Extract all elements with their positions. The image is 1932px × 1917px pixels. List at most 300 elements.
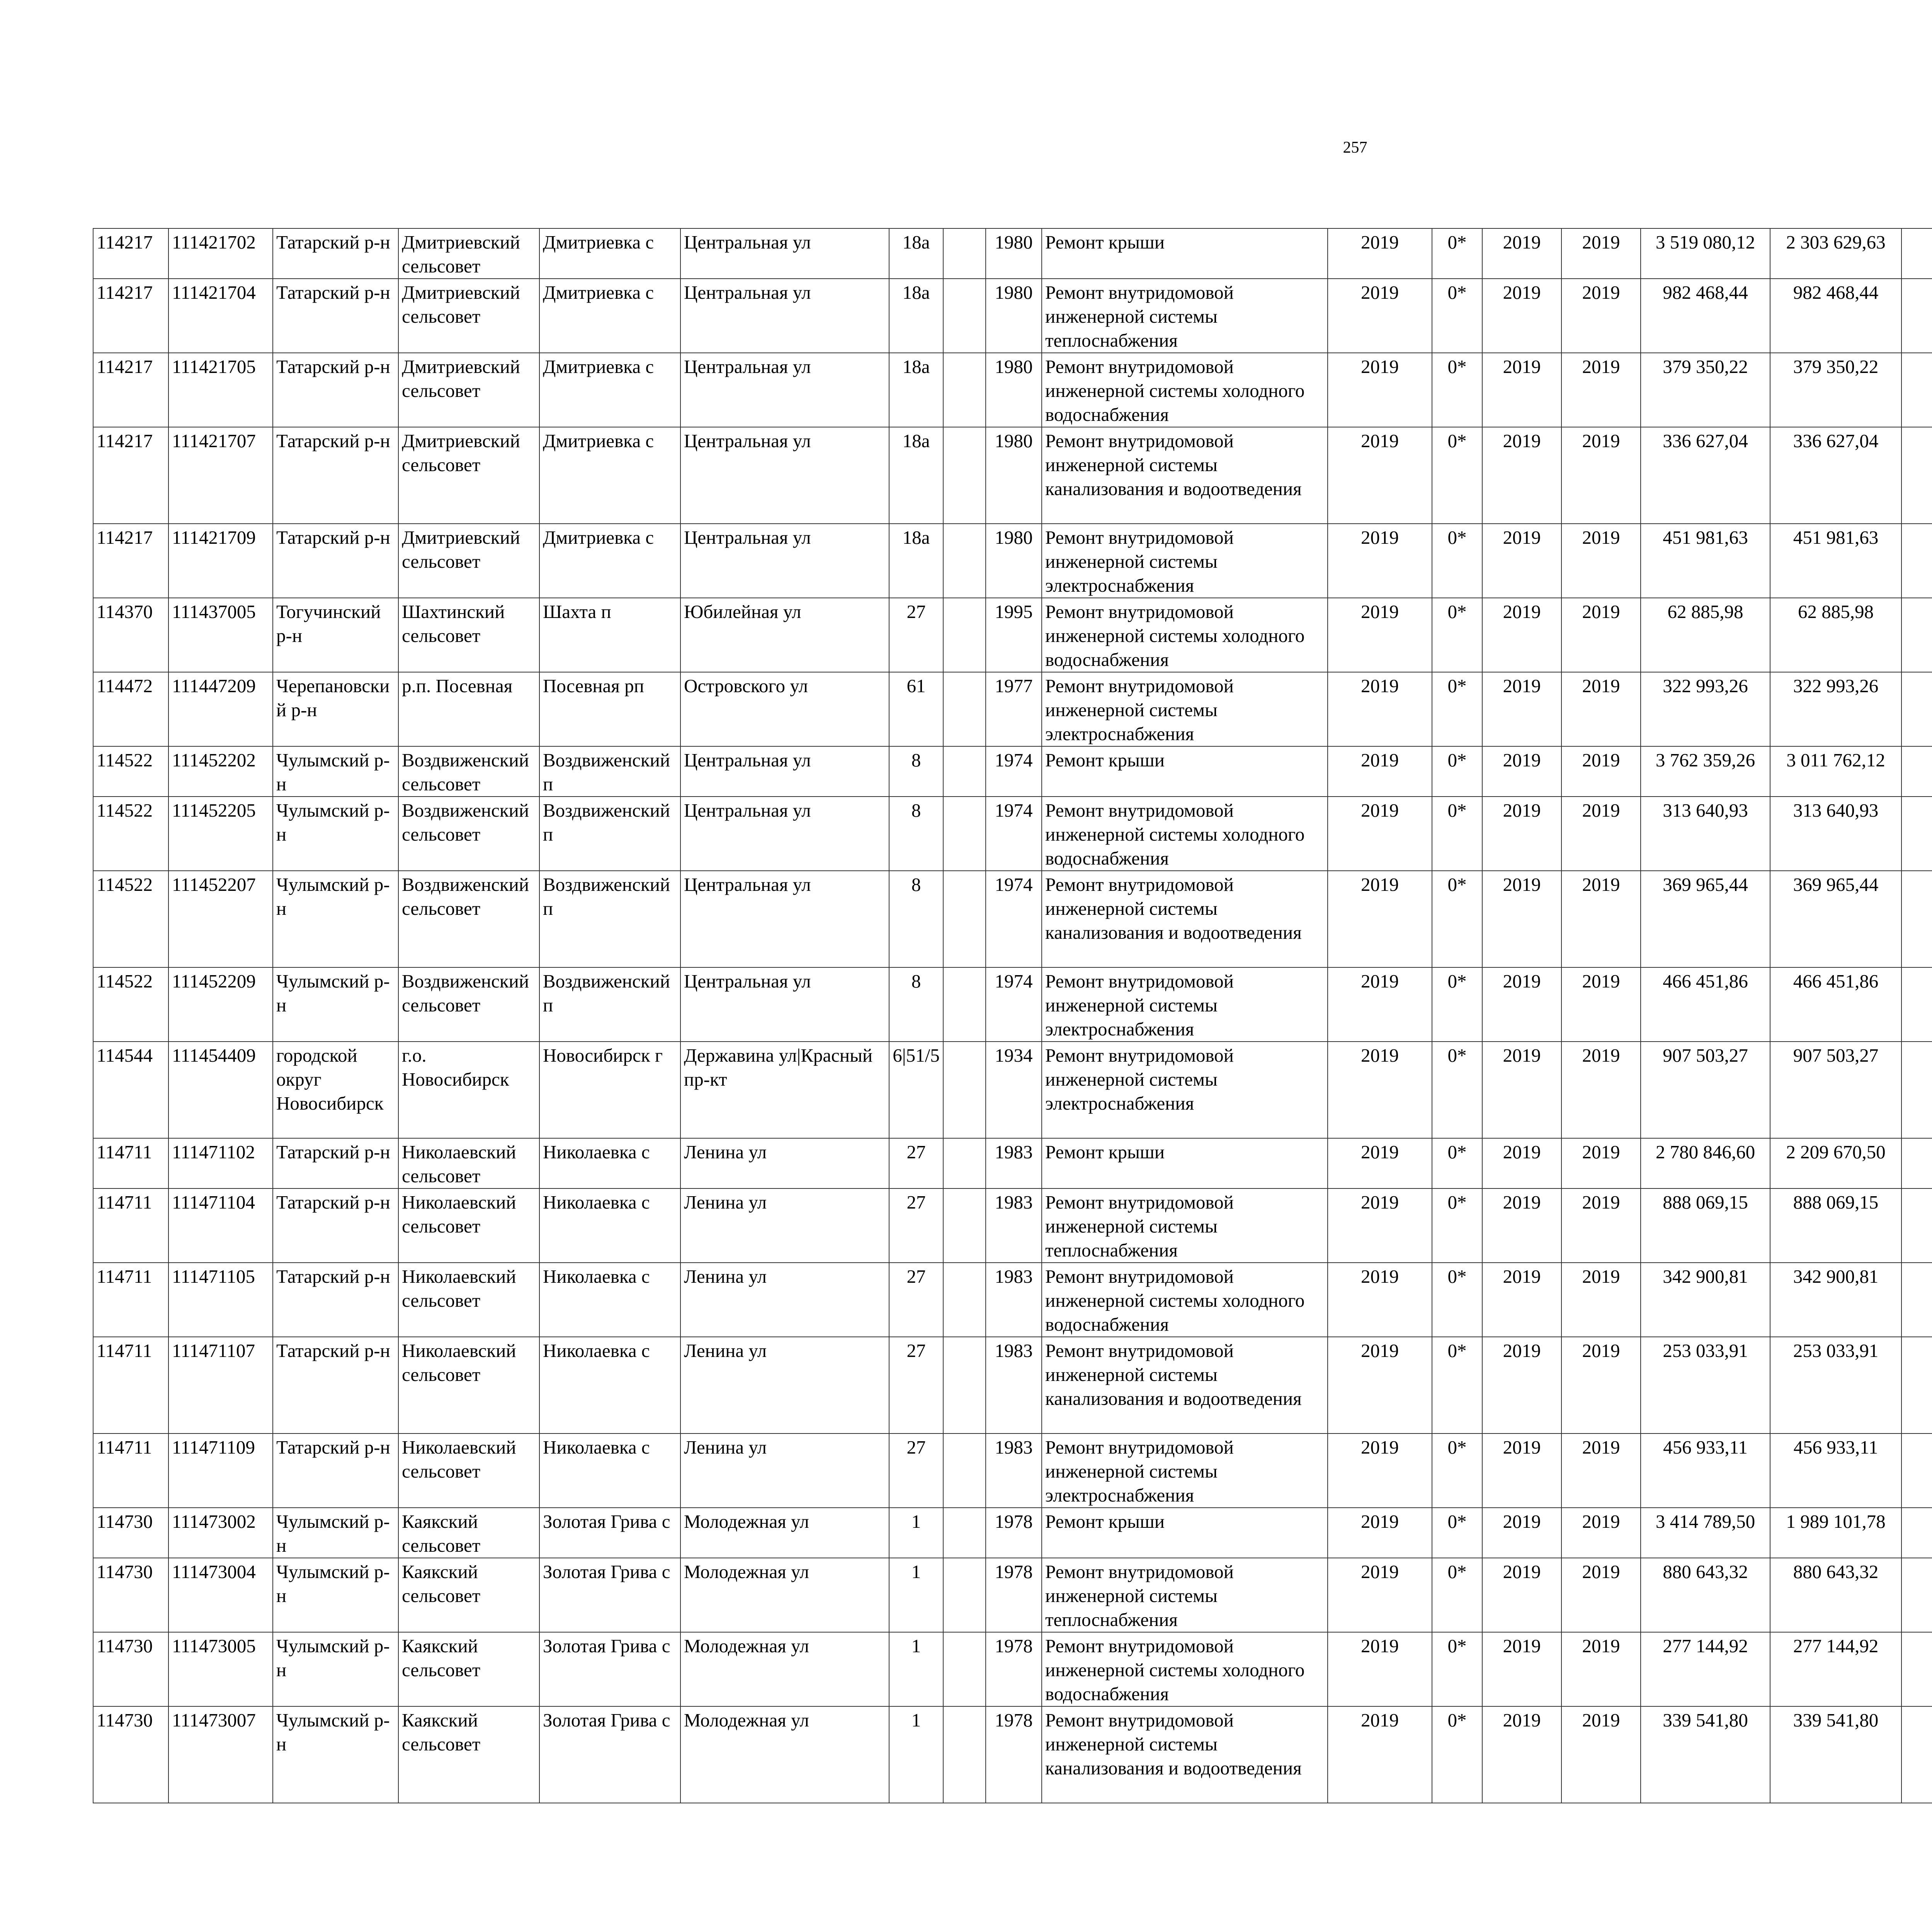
cell-build-year: 1980 bbox=[986, 524, 1042, 598]
cell-settlement: Дмитриевка с bbox=[539, 228, 680, 279]
cell-end-year: 2019 bbox=[1561, 427, 1641, 524]
cell-municipality: Николаевский сельсовет bbox=[398, 1138, 539, 1188]
cell-build-year: 1978 bbox=[986, 1632, 1042, 1706]
cell-fund-cost: 62 885,98 bbox=[1770, 598, 1901, 672]
cell-total-cost: 3 519 080,12 bbox=[1641, 228, 1770, 279]
cell-house-code: 114730 bbox=[93, 1558, 168, 1632]
cell-total-cost: 456 933,11 bbox=[1641, 1433, 1770, 1508]
capital-repair-table bbox=[93, 228, 1932, 1803]
cell-cost-col-17 bbox=[1901, 672, 1932, 746]
cell-settlement: Золотая Грива с bbox=[539, 1632, 680, 1706]
cell-build-year: 1974 bbox=[986, 871, 1042, 967]
cell-start-year: 2019 bbox=[1482, 1042, 1561, 1138]
cell-status-flag: 0* bbox=[1432, 427, 1482, 524]
cell-work-code: 111471104 bbox=[168, 1188, 273, 1263]
cell-build-year: 1978 bbox=[986, 1508, 1042, 1558]
cell-end-year: 2019 bbox=[1561, 967, 1641, 1042]
cell-district: Татарский р-н bbox=[273, 1138, 398, 1188]
cell-municipality: Воздвиженский сельсовет bbox=[398, 967, 539, 1042]
cell-work-type: Ремонт внутридомовой инженерной системы электроснабжения bbox=[1042, 672, 1328, 746]
cell-house-letter bbox=[943, 797, 986, 871]
cell-build-year: 1974 bbox=[986, 746, 1042, 797]
cell-status-flag: 0* bbox=[1432, 871, 1482, 967]
cell-house-letter bbox=[943, 1138, 986, 1188]
cell-settlement: Дмитриевка с bbox=[539, 524, 680, 598]
cell-end-year: 2019 bbox=[1561, 1433, 1641, 1508]
cell-district: Татарский р-н bbox=[273, 353, 398, 427]
cell-house-letter bbox=[943, 1337, 986, 1433]
cell-status-flag: 0* bbox=[1432, 1706, 1482, 1803]
cell-house-letter bbox=[943, 524, 986, 598]
cell-total-cost: 466 451,86 bbox=[1641, 967, 1770, 1042]
cell-settlement: Дмитриевка с bbox=[539, 353, 680, 427]
cell-status-flag: 0* bbox=[1432, 1433, 1482, 1508]
cell-work-code: 111421704 bbox=[168, 279, 273, 353]
cell-municipality: Николаевский сельсовет bbox=[398, 1337, 539, 1433]
cell-work-code: 111473004 bbox=[168, 1558, 273, 1632]
cell-settlement: Воздвиженский п bbox=[539, 871, 680, 967]
cell-house-number: 61 bbox=[889, 672, 943, 746]
cell-street: Центральная ул bbox=[680, 967, 889, 1042]
cell-plan-year: 2019 bbox=[1328, 1558, 1432, 1632]
cell-work-type: Ремонт внутридомовой инженерной системы канализования и водоотведения bbox=[1042, 427, 1328, 524]
table-body bbox=[93, 228, 1932, 1803]
cell-status-flag: 0* bbox=[1432, 1558, 1482, 1632]
cell-street: Центральная ул bbox=[680, 228, 889, 279]
cell-plan-year: 2019 bbox=[1328, 967, 1432, 1042]
cell-street: Центральная ул bbox=[680, 427, 889, 524]
cell-street: Центральная ул bbox=[680, 279, 889, 353]
cell-start-year: 2019 bbox=[1482, 353, 1561, 427]
cell-street: Центральная ул bbox=[680, 353, 889, 427]
cell-work-type: Ремонт внутридомовой инженерной системы теплоснабжения bbox=[1042, 279, 1328, 353]
cell-street: Ленина ул bbox=[680, 1337, 889, 1433]
cell-build-year: 1983 bbox=[986, 1337, 1042, 1433]
cell-house-letter bbox=[943, 1042, 986, 1138]
cell-plan-year: 2019 bbox=[1328, 797, 1432, 871]
cell-settlement: Дмитриевка с bbox=[539, 427, 680, 524]
cell-start-year: 2019 bbox=[1482, 228, 1561, 279]
cell-house-code: 114711 bbox=[93, 1188, 168, 1263]
cell-house-number: 1 bbox=[889, 1706, 943, 1803]
cell-house-letter bbox=[943, 353, 986, 427]
cell-plan-year: 2019 bbox=[1328, 1508, 1432, 1558]
cell-cost-col-17 bbox=[1901, 1706, 1932, 1803]
cell-end-year: 2019 bbox=[1561, 1558, 1641, 1632]
cell-status-flag: 0* bbox=[1432, 967, 1482, 1042]
cell-build-year: 1974 bbox=[986, 967, 1042, 1042]
cell-build-year: 1977 bbox=[986, 672, 1042, 746]
cell-start-year: 2019 bbox=[1482, 1558, 1561, 1632]
cell-municipality: Дмитриевский сельсовет bbox=[398, 353, 539, 427]
cell-work-type: Ремонт внутридомовой инженерной системы канализования и водоотведения bbox=[1042, 871, 1328, 967]
cell-municipality: Дмитриевский сельсовет bbox=[398, 228, 539, 279]
cell-settlement: Николаевка с bbox=[539, 1138, 680, 1188]
cell-house-letter bbox=[943, 1263, 986, 1337]
cell-end-year: 2019 bbox=[1561, 797, 1641, 871]
cell-work-type: Ремонт крыши bbox=[1042, 746, 1328, 797]
cell-plan-year: 2019 bbox=[1328, 1138, 1432, 1188]
cell-end-year: 2019 bbox=[1561, 746, 1641, 797]
cell-build-year: 1974 bbox=[986, 797, 1042, 871]
cell-cost-col-17 bbox=[1901, 279, 1932, 353]
table-row bbox=[93, 1337, 1932, 1433]
table-row bbox=[93, 967, 1932, 1042]
cell-status-flag: 0* bbox=[1432, 1508, 1482, 1558]
cell-house-code: 114711 bbox=[93, 1433, 168, 1508]
cell-house-number: 27 bbox=[889, 1337, 943, 1433]
cell-status-flag: 0* bbox=[1432, 279, 1482, 353]
cell-house-code: 114217 bbox=[93, 524, 168, 598]
cell-work-type: Ремонт крыши bbox=[1042, 228, 1328, 279]
cell-cost-col-17 bbox=[1901, 1188, 1932, 1263]
cell-build-year: 1978 bbox=[986, 1558, 1042, 1632]
cell-status-flag: 0* bbox=[1432, 1042, 1482, 1138]
cell-end-year: 2019 bbox=[1561, 672, 1641, 746]
cell-settlement: Николаевка с bbox=[539, 1337, 680, 1433]
table-row bbox=[93, 746, 1932, 797]
cell-settlement: Воздвиженский п bbox=[539, 967, 680, 1042]
cell-work-type: Ремонт внутридомовой инженерной системы электроснабжения bbox=[1042, 524, 1328, 598]
cell-municipality: Каякский сельсовет bbox=[398, 1632, 539, 1706]
cell-plan-year: 2019 bbox=[1328, 353, 1432, 427]
cell-start-year: 2019 bbox=[1482, 1188, 1561, 1263]
cell-start-year: 2019 bbox=[1482, 1337, 1561, 1433]
cell-work-type: Ремонт внутридомовой инженерной системы холодного водоснабжения bbox=[1042, 1632, 1328, 1706]
cell-fund-cost: 253 033,91 bbox=[1770, 1337, 1901, 1433]
cell-house-number: 18а bbox=[889, 228, 943, 279]
cell-cost-col-17 bbox=[1901, 1042, 1932, 1138]
cell-street: Молодежная ул bbox=[680, 1508, 889, 1558]
table-row bbox=[93, 1706, 1932, 1803]
cell-house-code: 114730 bbox=[93, 1632, 168, 1706]
cell-municipality: р.п. Посевная bbox=[398, 672, 539, 746]
table-row bbox=[93, 871, 1932, 967]
cell-fund-cost: 982 468,44 bbox=[1770, 279, 1901, 353]
cell-end-year: 2019 bbox=[1561, 1632, 1641, 1706]
cell-build-year: 1983 bbox=[986, 1263, 1042, 1337]
cell-house-number: 8 bbox=[889, 746, 943, 797]
cell-house-code: 114711 bbox=[93, 1263, 168, 1337]
cell-municipality: Каякский сельсовет bbox=[398, 1508, 539, 1558]
cell-start-year: 2019 bbox=[1482, 1508, 1561, 1558]
cell-cost-col-17 bbox=[1901, 797, 1932, 871]
table-row bbox=[93, 797, 1932, 871]
cell-cost-col-17 bbox=[1901, 1508, 1932, 1558]
cell-work-code: 111452205 bbox=[168, 797, 273, 871]
cell-district: Татарский р-н bbox=[273, 427, 398, 524]
cell-work-type: Ремонт крыши bbox=[1042, 1508, 1328, 1558]
cell-status-flag: 0* bbox=[1432, 1138, 1482, 1188]
cell-work-type: Ремонт внутридомовой инженерной системы электроснабжения bbox=[1042, 1433, 1328, 1508]
cell-total-cost: 62 885,98 bbox=[1641, 598, 1770, 672]
cell-fund-cost: 456 933,11 bbox=[1770, 1433, 1901, 1508]
cell-settlement: Воздвиженский п bbox=[539, 746, 680, 797]
cell-end-year: 2019 bbox=[1561, 1337, 1641, 1433]
cell-street: Островского ул bbox=[680, 672, 889, 746]
cell-build-year: 1980 bbox=[986, 279, 1042, 353]
cell-cost-col-17 bbox=[1901, 1138, 1932, 1188]
cell-start-year: 2019 bbox=[1482, 672, 1561, 746]
cell-municipality: Дмитриевский сельсовет bbox=[398, 279, 539, 353]
cell-work-type: Ремонт внутридомовой инженерной системы холодного водоснабжения bbox=[1042, 797, 1328, 871]
cell-house-number: 27 bbox=[889, 1263, 943, 1337]
cell-house-number: 6|51/5 bbox=[889, 1042, 943, 1138]
cell-settlement: Николаевка с bbox=[539, 1188, 680, 1263]
cell-total-cost: 880 643,32 bbox=[1641, 1558, 1770, 1632]
cell-house-code: 114522 bbox=[93, 871, 168, 967]
cell-municipality: Николаевский сельсовет bbox=[398, 1433, 539, 1508]
cell-status-flag: 0* bbox=[1432, 1337, 1482, 1433]
table-row bbox=[93, 1263, 1932, 1337]
cell-work-type: Ремонт внутридомовой инженерной системы электроснабжения bbox=[1042, 967, 1328, 1042]
cell-street: Ленина ул bbox=[680, 1433, 889, 1508]
cell-cost-col-17 bbox=[1901, 427, 1932, 524]
cell-plan-year: 2019 bbox=[1328, 1337, 1432, 1433]
cell-total-cost: 982 468,44 bbox=[1641, 279, 1770, 353]
cell-end-year: 2019 bbox=[1561, 871, 1641, 967]
cell-plan-year: 2019 bbox=[1328, 598, 1432, 672]
cell-status-flag: 0* bbox=[1432, 797, 1482, 871]
cell-house-code: 114217 bbox=[93, 228, 168, 279]
cell-municipality: Шахтинский сельсовет bbox=[398, 598, 539, 672]
cell-end-year: 2019 bbox=[1561, 1706, 1641, 1803]
cell-house-number: 27 bbox=[889, 1138, 943, 1188]
table-row bbox=[93, 1632, 1932, 1706]
cell-street: Молодежная ул bbox=[680, 1632, 889, 1706]
cell-house-number: 27 bbox=[889, 1188, 943, 1263]
cell-work-code: 111454409 bbox=[168, 1042, 273, 1138]
cell-end-year: 2019 bbox=[1561, 279, 1641, 353]
cell-start-year: 2019 bbox=[1482, 871, 1561, 967]
cell-street: Юбилейная ул bbox=[680, 598, 889, 672]
cell-plan-year: 2019 bbox=[1328, 1263, 1432, 1337]
cell-work-code: 111421707 bbox=[168, 427, 273, 524]
cell-end-year: 2019 bbox=[1561, 228, 1641, 279]
cell-settlement: Николаевка с bbox=[539, 1433, 680, 1508]
cell-cost-col-17 bbox=[1901, 1632, 1932, 1706]
cell-work-code: 111473005 bbox=[168, 1632, 273, 1706]
table-row bbox=[93, 1042, 1932, 1138]
cell-work-code: 111473002 bbox=[168, 1508, 273, 1558]
cell-settlement: Воздвиженский п bbox=[539, 797, 680, 871]
cell-start-year: 2019 bbox=[1482, 1706, 1561, 1803]
cell-plan-year: 2019 bbox=[1328, 279, 1432, 353]
page-number: 257 bbox=[1343, 139, 1367, 157]
cell-plan-year: 2019 bbox=[1328, 746, 1432, 797]
cell-plan-year: 2019 bbox=[1328, 1433, 1432, 1508]
cell-district: Татарский р-н bbox=[273, 279, 398, 353]
cell-total-cost: 313 640,93 bbox=[1641, 797, 1770, 871]
cell-start-year: 2019 bbox=[1482, 1138, 1561, 1188]
cell-work-type: Ремонт внутридомовой инженерной системы теплоснабжения bbox=[1042, 1558, 1328, 1632]
cell-house-number: 18а bbox=[889, 427, 943, 524]
cell-district: Татарский р-н bbox=[273, 524, 398, 598]
cell-status-flag: 0* bbox=[1432, 746, 1482, 797]
cell-cost-col-17 bbox=[1901, 871, 1932, 967]
cell-house-letter bbox=[943, 1188, 986, 1263]
cell-work-code: 111452209 bbox=[168, 967, 273, 1042]
cell-cost-col-17 bbox=[1901, 1263, 1932, 1337]
cell-street: Центральная ул bbox=[680, 871, 889, 967]
cell-district: Чулымский р-н bbox=[273, 1558, 398, 1632]
cell-house-code: 114711 bbox=[93, 1138, 168, 1188]
cell-house-letter bbox=[943, 1706, 986, 1803]
cell-house-code: 114370 bbox=[93, 598, 168, 672]
table-row bbox=[93, 672, 1932, 746]
cell-district: Чулымский р-н bbox=[273, 1632, 398, 1706]
cell-cost-col-17 bbox=[1901, 1337, 1932, 1433]
cell-cost-col-17 bbox=[1901, 967, 1932, 1042]
cell-street: Державина ул|Красный пр-кт bbox=[680, 1042, 889, 1138]
cell-house-letter bbox=[943, 228, 986, 279]
cell-settlement: Золотая Грива с bbox=[539, 1558, 680, 1632]
table-row bbox=[93, 1188, 1932, 1263]
cell-end-year: 2019 bbox=[1561, 1508, 1641, 1558]
cell-work-code: 111471107 bbox=[168, 1337, 273, 1433]
table-row bbox=[93, 1138, 1932, 1188]
cell-house-code: 114217 bbox=[93, 427, 168, 524]
cell-fund-cost: 277 144,92 bbox=[1770, 1632, 1901, 1706]
cell-cost-col-17 bbox=[1901, 353, 1932, 427]
cell-house-letter bbox=[943, 967, 986, 1042]
cell-end-year: 2019 bbox=[1561, 1263, 1641, 1337]
cell-house-code: 114711 bbox=[93, 1337, 168, 1433]
cell-total-cost: 342 900,81 bbox=[1641, 1263, 1770, 1337]
cell-plan-year: 2019 bbox=[1328, 1706, 1432, 1803]
cell-district: Чулымский р-н bbox=[273, 871, 398, 967]
cell-end-year: 2019 bbox=[1561, 598, 1641, 672]
cell-plan-year: 2019 bbox=[1328, 228, 1432, 279]
cell-build-year: 1983 bbox=[986, 1188, 1042, 1263]
cell-fund-cost: 880 643,32 bbox=[1770, 1558, 1901, 1632]
cell-district: Татарский р-н bbox=[273, 1263, 398, 1337]
cell-work-type: Ремонт внутридомовой инженерной системы канализования и водоотведения bbox=[1042, 1706, 1328, 1803]
cell-municipality: г.о. Новосибирск bbox=[398, 1042, 539, 1138]
cell-municipality: Дмитриевский сельсовет bbox=[398, 524, 539, 598]
cell-work-code: 111421702 bbox=[168, 228, 273, 279]
cell-district: Татарский р-н bbox=[273, 1337, 398, 1433]
cell-municipality: Воздвиженский сельсовет bbox=[398, 746, 539, 797]
cell-start-year: 2019 bbox=[1482, 1632, 1561, 1706]
cell-start-year: 2019 bbox=[1482, 279, 1561, 353]
cell-total-cost: 369 965,44 bbox=[1641, 871, 1770, 967]
cell-end-year: 2019 bbox=[1561, 353, 1641, 427]
cell-status-flag: 0* bbox=[1432, 1632, 1482, 1706]
cell-house-number: 1 bbox=[889, 1558, 943, 1632]
cell-work-code: 111473007 bbox=[168, 1706, 273, 1803]
table-row bbox=[93, 353, 1932, 427]
table-row bbox=[93, 1558, 1932, 1632]
cell-total-cost: 253 033,91 bbox=[1641, 1337, 1770, 1433]
cell-fund-cost: 888 069,15 bbox=[1770, 1188, 1901, 1263]
cell-house-letter bbox=[943, 1632, 986, 1706]
cell-end-year: 2019 bbox=[1561, 524, 1641, 598]
table-row bbox=[93, 228, 1932, 279]
cell-settlement: Золотая Грива с bbox=[539, 1508, 680, 1558]
cell-plan-year: 2019 bbox=[1328, 524, 1432, 598]
cell-municipality: Воздвиженский сельсовет bbox=[398, 797, 539, 871]
cell-settlement: Новосибирск г bbox=[539, 1042, 680, 1138]
cell-house-letter bbox=[943, 279, 986, 353]
cell-fund-cost: 1 989 101,78 bbox=[1770, 1508, 1901, 1558]
cell-build-year: 1983 bbox=[986, 1138, 1042, 1188]
cell-total-cost: 277 144,92 bbox=[1641, 1632, 1770, 1706]
cell-district: Тогучинский р-н bbox=[273, 598, 398, 672]
cell-plan-year: 2019 bbox=[1328, 1632, 1432, 1706]
cell-district: Чулымский р-н bbox=[273, 967, 398, 1042]
cell-end-year: 2019 bbox=[1561, 1188, 1641, 1263]
cell-total-cost: 3 414 789,50 bbox=[1641, 1508, 1770, 1558]
cell-cost-col-17 bbox=[1901, 1558, 1932, 1632]
cell-settlement: Николаевка с bbox=[539, 1263, 680, 1337]
cell-start-year: 2019 bbox=[1482, 1263, 1561, 1337]
cell-plan-year: 2019 bbox=[1328, 1188, 1432, 1263]
cell-status-flag: 0* bbox=[1432, 1263, 1482, 1337]
cell-street: Ленина ул bbox=[680, 1263, 889, 1337]
cell-fund-cost: 3 011 762,12 bbox=[1770, 746, 1901, 797]
cell-house-number: 1 bbox=[889, 1632, 943, 1706]
cell-house-code: 114217 bbox=[93, 353, 168, 427]
cell-work-type: Ремонт внутридомовой инженерной системы холодного водоснабжения bbox=[1042, 1263, 1328, 1337]
cell-start-year: 2019 bbox=[1482, 797, 1561, 871]
cell-status-flag: 0* bbox=[1432, 1188, 1482, 1263]
cell-settlement: Дмитриевка с bbox=[539, 279, 680, 353]
cell-house-letter bbox=[943, 598, 986, 672]
cell-build-year: 1978 bbox=[986, 1706, 1042, 1803]
cell-status-flag: 0* bbox=[1432, 524, 1482, 598]
cell-house-code: 114730 bbox=[93, 1508, 168, 1558]
cell-fund-cost: 336 627,04 bbox=[1770, 427, 1901, 524]
cell-cost-col-17 bbox=[1901, 1433, 1932, 1508]
cell-district: Чулымский р-н bbox=[273, 1706, 398, 1803]
cell-house-number: 27 bbox=[889, 1433, 943, 1508]
cell-work-code: 111421705 bbox=[168, 353, 273, 427]
table-row bbox=[93, 524, 1932, 598]
cell-street: Центральная ул bbox=[680, 524, 889, 598]
cell-plan-year: 2019 bbox=[1328, 427, 1432, 524]
cell-house-letter bbox=[943, 1433, 986, 1508]
cell-plan-year: 2019 bbox=[1328, 672, 1432, 746]
cell-settlement: Шахта п bbox=[539, 598, 680, 672]
cell-fund-cost: 2 303 629,63 bbox=[1770, 228, 1901, 279]
cell-district: Татарский р-н bbox=[273, 228, 398, 279]
cell-build-year: 1983 bbox=[986, 1433, 1042, 1508]
cell-street: Молодежная ул bbox=[680, 1706, 889, 1803]
cell-fund-cost: 379 350,22 bbox=[1770, 353, 1901, 427]
cell-build-year: 1934 bbox=[986, 1042, 1042, 1138]
cell-total-cost: 322 993,26 bbox=[1641, 672, 1770, 746]
cell-settlement: Посевная рп bbox=[539, 672, 680, 746]
cell-work-type: Ремонт внутридомовой инженерной системы холодного водоснабжения bbox=[1042, 353, 1328, 427]
cell-municipality: Воздвиженский сельсовет bbox=[398, 871, 539, 967]
cell-house-number: 18а bbox=[889, 524, 943, 598]
cell-street: Ленина ул bbox=[680, 1188, 889, 1263]
cell-house-letter bbox=[943, 746, 986, 797]
cell-start-year: 2019 bbox=[1482, 598, 1561, 672]
cell-street: Ленина ул bbox=[680, 1138, 889, 1188]
cell-total-cost: 339 541,80 bbox=[1641, 1706, 1770, 1803]
cell-total-cost: 379 350,22 bbox=[1641, 353, 1770, 427]
cell-start-year: 2019 bbox=[1482, 524, 1561, 598]
cell-house-number: 18а bbox=[889, 353, 943, 427]
cell-municipality: Николаевский сельсовет bbox=[398, 1188, 539, 1263]
cell-work-code: 111471109 bbox=[168, 1433, 273, 1508]
cell-work-code: 111437005 bbox=[168, 598, 273, 672]
cell-district: городской округ Новосибирск bbox=[273, 1042, 398, 1138]
cell-work-code: 111421709 bbox=[168, 524, 273, 598]
cell-plan-year: 2019 bbox=[1328, 1042, 1432, 1138]
